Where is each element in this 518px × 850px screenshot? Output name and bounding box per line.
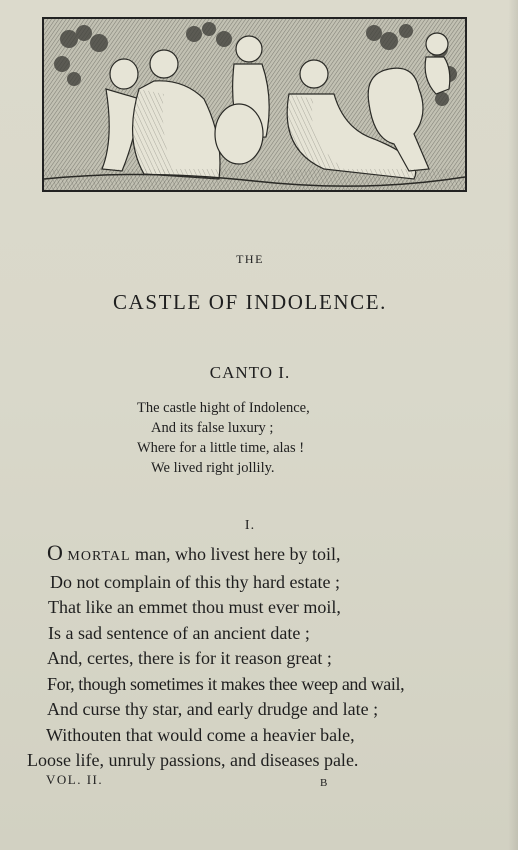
gathering-signature: B <box>320 777 328 789</box>
argument-verse <box>137 398 310 478</box>
stanza-line: Loose life, unruly passions, and diseases pale. <box>27 750 359 770</box>
page-edge-shadow <box>508 0 518 850</box>
drop-capital: O <box>47 540 63 565</box>
first-line-text: man, who livest here by toil, <box>130 544 341 564</box>
argument-line: Where for a little time, alas ! <box>137 440 305 456</box>
argument-line: And its false luxury ; <box>151 420 274 436</box>
stanza-line: That like an emmet thou must ever moil, <box>48 597 341 617</box>
argument-line: The castle hight of Indolence, <box>137 400 310 416</box>
headpiece-engraving <box>42 17 467 192</box>
canto-heading: CANTO I. <box>209 363 291 382</box>
volume-signature: VOL. II. <box>46 772 104 787</box>
engraving-illustration <box>44 19 465 190</box>
stanza-line <box>47 540 404 570</box>
argument-line: We lived right jollily. <box>151 460 275 476</box>
stanza-line: Is a sad sentence of an ancient date ; <box>48 622 310 643</box>
stanza-line: Do not complain of this thy hard estate ; <box>50 571 340 592</box>
stanza-number: I. <box>244 518 256 533</box>
stanza-line: Withouten that would come a heavier bale, <box>46 724 355 745</box>
stanza-verse <box>0 540 405 774</box>
stanza-line: For, though sometimes it makes thee weep and wail, <box>47 673 405 694</box>
stanza-line: And curse thy star, and early drudge and late ; <box>47 699 379 719</box>
stanza-line: And, certes, there is for it reason great ; <box>47 648 332 668</box>
small-caps-word: MORTAL <box>67 549 131 564</box>
pre-title: THE <box>236 252 264 266</box>
page-title: CASTLE OF INDOLENCE. <box>112 290 388 314</box>
